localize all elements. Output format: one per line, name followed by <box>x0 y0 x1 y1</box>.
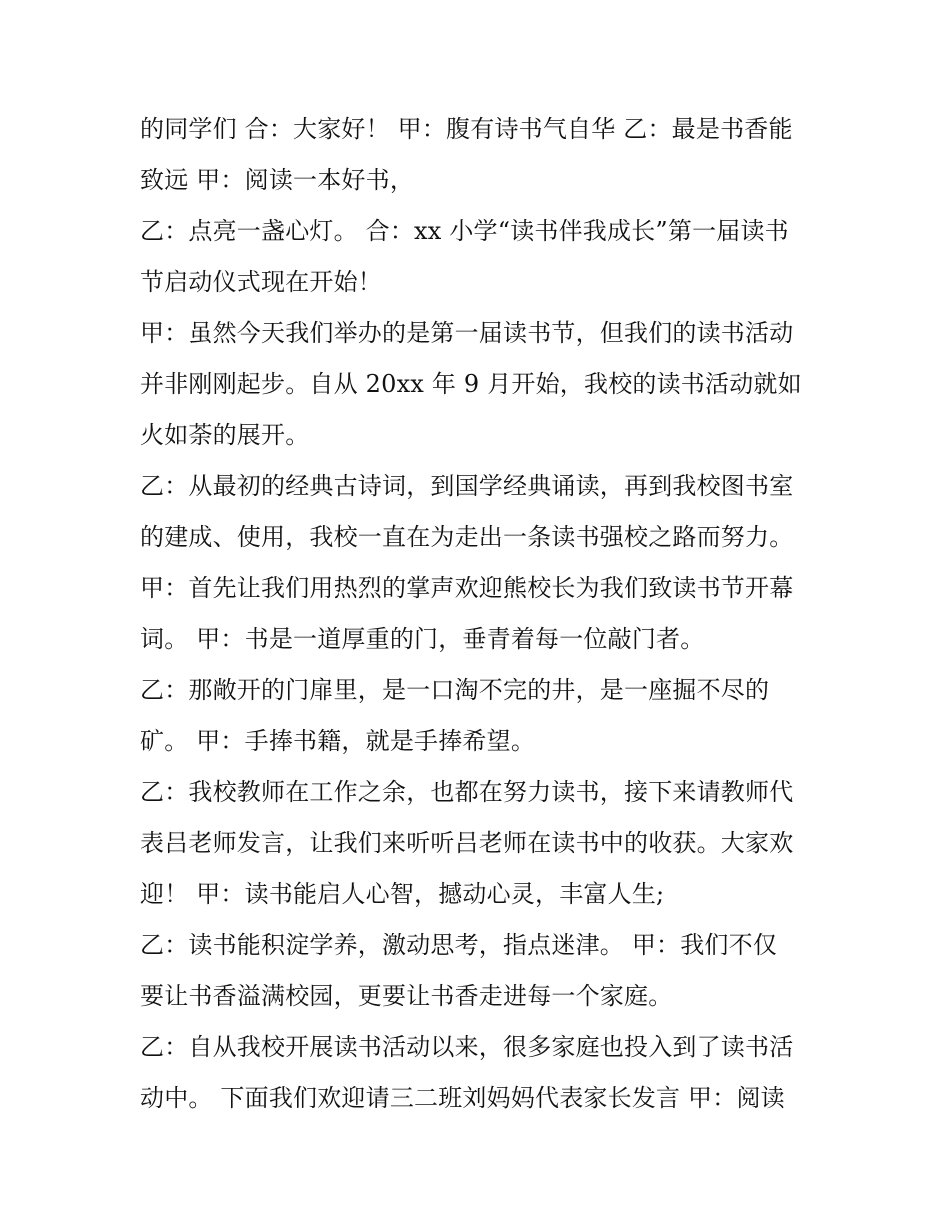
text-line: 动中。 下面我们欢迎请三二班刘妈妈代表家长发言 甲：阅读 <box>140 1084 785 1112</box>
text-line: 的建成、使用，我校一直在为走出一条读书强校之路而努力。 <box>140 523 794 551</box>
text-line: 并非刚刚起步。自从 20xx 年 9 月开始，我校的读书活动就如 <box>140 370 802 398</box>
text-line: 甲：首先让我们用热烈的掌声欢迎熊校长为我们致读书节开幕 <box>140 574 794 602</box>
text-line: 的同学们 合：大家好！ 甲：腹有诗书气自华 乙：最是书香能 <box>140 115 793 143</box>
text-line: 甲：虽然今天我们举办的是第一届读书节，但我们的读书活动 <box>140 319 794 347</box>
text-line: 表吕老师发言，让我们来听听吕老师在读书中的收获。大家欢 <box>140 829 794 857</box>
text-line: 词。 甲：书是一道厚重的门，垂青着每一位敲门者。 <box>140 625 705 653</box>
text-line: 节启动仪式现在开始！ <box>140 268 382 296</box>
text-line: 迎！ 甲：读书能启人心智，撼动心灵，丰富人生; <box>140 880 665 908</box>
text-line: 矿。 甲：手捧书籍，就是手捧希望。 <box>140 727 536 755</box>
text-line: 致远 甲：阅读一本好书， <box>140 166 415 194</box>
text-line: 乙：那敞开的门扉里，是一口淘不完的井，是一座掘不尽的 <box>140 676 770 704</box>
text-line: 要让书香溢满校园，更要让书香走进每一个家庭。 <box>140 982 673 1010</box>
document-body <box>140 104 820 1124</box>
text-line: 乙：读书能积淀学养，激动思考，指点迷津。 甲：我们不仅 <box>140 931 778 959</box>
text-line: 火如荼的展开。 <box>140 421 310 449</box>
text-line: 乙：自从我校开展读书活动以来，很多家庭也投入到了读书活 <box>140 1033 794 1061</box>
text-line: 乙：从最初的经典古诗词，到国学经典诵读，再到我校图书室 <box>140 472 794 500</box>
text-line: 乙：我校教师在工作之余，也都在努力读书，接下来请教师代 <box>140 778 794 806</box>
text-line: 乙：点亮一盏心灯。 合：xx 小学“读书伴我成长”第一届读书 <box>140 217 789 245</box>
